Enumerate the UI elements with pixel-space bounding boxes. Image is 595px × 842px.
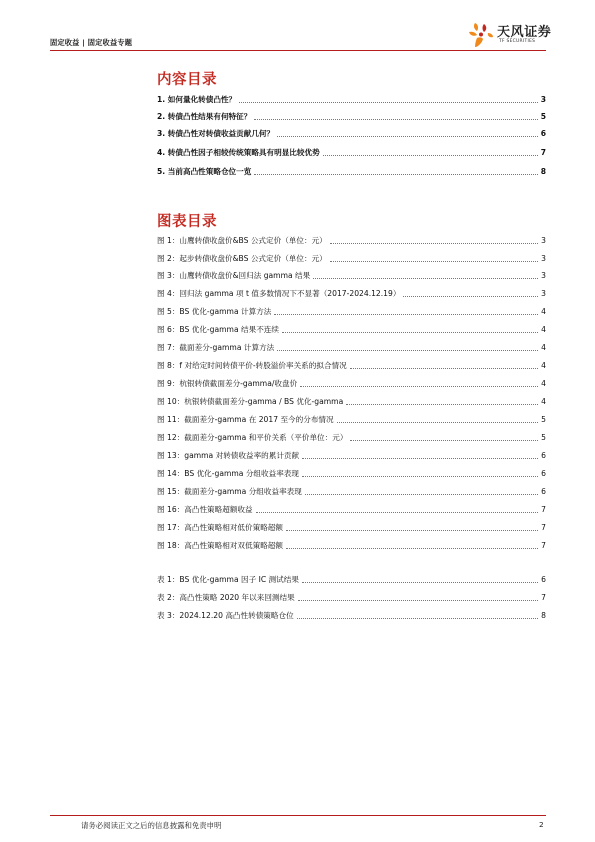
table-entry-label: 表 3：2024.12.20 高凸性转债策略仓位 xyxy=(157,611,294,620)
figures-title: 图表目录 xyxy=(157,214,217,230)
toc-entry-label: 2. 转债凸性结果有何特征？ xyxy=(157,112,252,121)
toc-entry-page: 3 xyxy=(540,95,546,104)
figure-entry-label: 图 17：高凸性策略相对低价策略超额 xyxy=(157,523,283,532)
figure-entry[interactable] xyxy=(157,486,546,497)
figure-entry-label: 图 5：BS 优化-gamma 计算方法 xyxy=(157,307,272,316)
toc-entry[interactable] xyxy=(157,111,546,122)
figure-entry-page: 3 xyxy=(541,236,546,245)
figure-entry-page: 4 xyxy=(541,379,546,388)
figure-entry-page: 4 xyxy=(541,325,546,334)
figure-entry[interactable] xyxy=(157,253,546,264)
dot-leader xyxy=(330,261,538,262)
dot-leader xyxy=(282,332,538,333)
table-entry-page: 6 xyxy=(541,575,546,584)
figure-entry[interactable] xyxy=(157,468,546,479)
toc-entry-label: 1. 如何量化转债凸性？ xyxy=(157,95,237,104)
dot-leader xyxy=(330,243,538,244)
dot-leader xyxy=(323,155,538,156)
logo-chinese-text: 天风证券 xyxy=(497,25,552,40)
dot-leader xyxy=(337,422,538,423)
figure-entry-page: 3 xyxy=(541,271,546,280)
tf-logo-icon xyxy=(466,20,496,50)
figure-entry-page: 6 xyxy=(541,469,546,478)
figure-entry-label: 图 13：gamma 对转债收益率的累计贡献 xyxy=(157,451,300,460)
toc-entry-page: 7 xyxy=(540,148,546,157)
table-entry[interactable] xyxy=(157,610,546,621)
dot-leader xyxy=(302,582,538,583)
figure-entry[interactable] xyxy=(157,342,546,353)
toc-entry-label: 3. 转债凸性对转债收益贡献几何？ xyxy=(157,129,275,138)
toc-entry-page: 5 xyxy=(540,112,546,121)
figure-entry-page: 5 xyxy=(541,433,546,442)
dot-leader xyxy=(313,278,538,279)
figure-entry-page: 4 xyxy=(541,307,546,316)
figure-entry[interactable] xyxy=(157,450,546,461)
figure-entry-label: 图 11：截面差分-gamma 在 2017 至今的分布情况 xyxy=(157,415,334,424)
dot-leader xyxy=(300,386,538,387)
dot-leader xyxy=(302,476,538,477)
toc-entry[interactable] xyxy=(157,166,546,177)
figure-entry[interactable] xyxy=(157,396,546,407)
header-section-label: 固定收益 | 固定收益专题 xyxy=(50,38,133,47)
table-entry-label: 表 1：BS 优化-gamma 因子 IC 测试结果 xyxy=(157,575,299,584)
figure-entry-label: 图 14：BS 优化-gamma 分组收益率表现 xyxy=(157,469,299,478)
dot-leader xyxy=(277,350,538,351)
contents-title: 内容目录 xyxy=(157,72,217,88)
figure-entry[interactable] xyxy=(157,522,546,533)
dot-leader xyxy=(286,530,538,531)
figure-entry[interactable] xyxy=(157,378,546,389)
dot-leader xyxy=(298,600,538,601)
figure-entry[interactable] xyxy=(157,324,546,335)
toc-entry-label: 5. 当前高凸性策略仓位一览 xyxy=(157,167,252,176)
dot-leader xyxy=(254,119,537,120)
figure-entry-page: 3 xyxy=(541,289,546,298)
dot-leader xyxy=(403,296,538,297)
toc-entry-page: 6 xyxy=(540,129,546,138)
dot-leader xyxy=(277,136,538,137)
toc-entry-page: 8 xyxy=(540,167,546,176)
dot-leader xyxy=(350,440,538,441)
dot-leader xyxy=(286,548,538,549)
footer-divider xyxy=(50,815,546,816)
dot-leader xyxy=(274,314,538,315)
dot-leader xyxy=(256,512,538,513)
footer-disclaimer: 请务必阅读正文之后的信息披露和免责申明 xyxy=(81,821,222,830)
figure-entry[interactable] xyxy=(157,306,546,317)
figure-entry-page: 5 xyxy=(541,415,546,424)
figure-entry-page: 4 xyxy=(541,361,546,370)
figure-entry-label: 图 8：f 对给定时间转债平价-转股溢价率关系的拟合情况 xyxy=(157,361,347,370)
figure-entry-label: 图 9：杭银转债截面差分-gamma/收盘价 xyxy=(157,379,298,388)
figure-entry-page: 7 xyxy=(541,505,546,514)
figure-entry[interactable] xyxy=(157,540,546,551)
dot-leader xyxy=(297,618,538,619)
toc-entry[interactable] xyxy=(157,147,546,158)
figure-entry-label: 图 4：回归法 gamma 项 t 值多数情况下不显著（2017-2024.12.19） xyxy=(157,289,401,298)
figure-entry[interactable] xyxy=(157,235,546,246)
page-number: 2 xyxy=(539,820,544,829)
figure-entry-page: 4 xyxy=(541,343,546,352)
toc-entry[interactable] xyxy=(157,94,546,105)
figure-entry[interactable] xyxy=(157,504,546,515)
dot-leader xyxy=(346,404,538,405)
figure-entry-label: 图 16：高凸性策略超额收益 xyxy=(157,505,253,514)
dot-leader xyxy=(254,174,537,175)
dot-leader xyxy=(305,494,538,495)
figure-entry[interactable] xyxy=(157,270,546,281)
table-entry[interactable] xyxy=(157,592,546,603)
figure-entry-label: 图 12：截面差分-gamma 和平价关系（平价单位：元） xyxy=(157,433,348,442)
header-divider xyxy=(50,50,546,51)
figure-entry[interactable] xyxy=(157,432,546,443)
figure-entry-page: 7 xyxy=(541,523,546,532)
figure-entry-label: 图 10：杭银转债截面差分-gamma / BS 优化-gamma xyxy=(157,397,344,406)
company-logo xyxy=(466,20,550,50)
figure-entry-page: 6 xyxy=(541,487,546,496)
table-entry[interactable] xyxy=(157,574,546,585)
figure-entry-label: 图 6：BS 优化-gamma 结果不连续 xyxy=(157,325,279,334)
logo-english-text: TF SECURITIES xyxy=(499,39,536,44)
dot-leader xyxy=(302,458,538,459)
table-entry-label: 表 2：高凸性策略 2020 年以来回测结果 xyxy=(157,593,295,602)
dot-leader xyxy=(239,102,538,103)
table-entry-page: 8 xyxy=(541,611,546,620)
figure-entry-page: 4 xyxy=(541,397,546,406)
figure-entry-page: 7 xyxy=(541,541,546,550)
figure-entry-label: 图 2：起步转债收盘价&BS 公式定价（单位：元） xyxy=(157,254,327,263)
toc-entry-label: 4. 转债凸性因子相较传统策略具有明显比较优势 xyxy=(157,148,320,157)
dot-leader xyxy=(350,368,538,369)
toc-entry[interactable] xyxy=(157,128,546,139)
figure-entry-label: 图 1：山鹰转债收盘价&BS 公式定价（单位：元） xyxy=(157,236,327,245)
figure-entry[interactable] xyxy=(157,414,546,425)
figure-entry[interactable] xyxy=(157,288,546,299)
figure-entry-label: 图 3：山鹰转债收盘价&回归法 gamma 结果 xyxy=(157,271,311,280)
table-entry-page: 7 xyxy=(541,593,546,602)
figure-entry[interactable] xyxy=(157,360,546,371)
figure-entry-label: 图 15：截面差分-gamma 分组收益率表现 xyxy=(157,487,302,496)
figure-entry-label: 图 18：高凸性策略相对双低策略超额 xyxy=(157,541,283,550)
figure-entry-page: 6 xyxy=(541,451,546,460)
figure-entry-page: 3 xyxy=(541,254,546,263)
figure-entry-label: 图 7：截面差分-gamma 计算方法 xyxy=(157,343,275,352)
